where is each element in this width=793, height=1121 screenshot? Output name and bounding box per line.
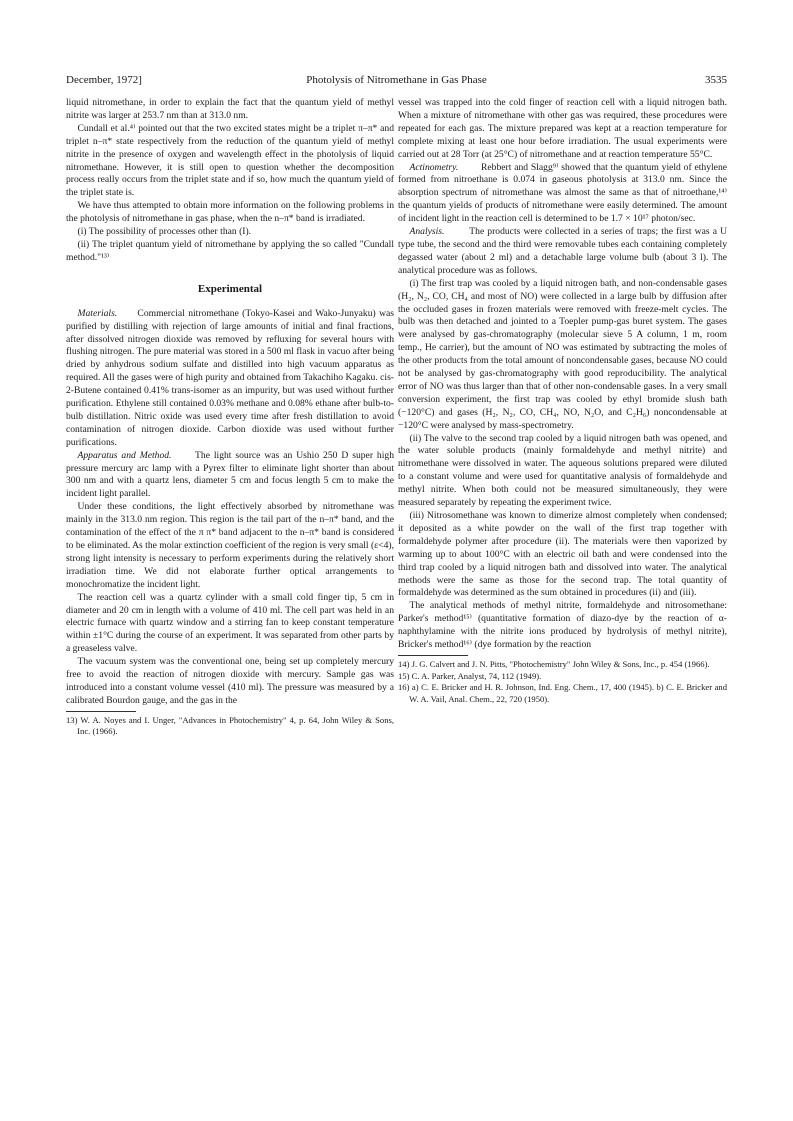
left-column xyxy=(66,97,394,738)
footnote-divider xyxy=(398,655,468,656)
subsection-heading: Apparatus and Method. xyxy=(77,449,172,461)
list-item: (iii) Nitrosomethane was known to dimerize almost completely when condensed; it deposited as a white powder on the wall of the first trap together with formaldehyde polymer after procedure (ii). The materials were then vaporized by warming up to about 100°C with an electric oil bath and were condensed into the third trap cooled by a liquid nitrogen bath and dissolved into water. The analytical methods were the same as those for the second trap. The total quantity of formaldehyde was determined as the sum obtained in procedures (ii) and (iii). xyxy=(398,510,727,599)
footnote: 15) C. A. Parker, Analyst, 74, 112 (1949). xyxy=(398,670,542,681)
list-item: (i) The first trap was cooled by a liquid nitrogen bath, and non-condensable gases (H₂, N₂, CO, CH₄ and most of NO) were collected in a large bulb by diffusion after the occluded gases in frozen materials were removed with freeze-melt cycles. The bulb was then detached and jointed to a Toepler pump-gas buret system. The gases were analysed by gas-chromatography (molecular sieve 5 A column, 1 m, room temp., He carrier), but the amount of NO was estimated by subtracting the moles of the other products from the total amount of noncondensable gases, because NO could not be analysed by gas-chromatography with good reproducibility. The analytical error of NO was thus larger than that of other non-condensable gases. In a very small conversion experiment, the first trap was cooled by ethyl bromide slush bath (−120°C) and gases (H₂, N₂, CO, CH₄, NO, N₂O, and C₂H₆) noncondensable at −120°C were analysed by mass-spectrometry. xyxy=(398,277,727,431)
footnote-divider xyxy=(66,711,136,712)
footnote: 14) J. G. Calvert and J. N. Pitts, "Photochemistry" John Wiley & Sons, Inc., p. 454 (1966). xyxy=(398,658,710,669)
right-column xyxy=(398,97,727,705)
footnote: 16) a) C. E. Bricker and H. R. Johnson, Ind. Eng. Chem., 17, 400 (1945). b) C. E. Bricker and W. A. Vail, Anal. Chem., 22, 720 (1950). xyxy=(398,682,727,704)
paragraph xyxy=(66,308,394,450)
footnote: 13) W. A. Noyes and I. Unger, "Advances in Photochemistry" 4, p. 64, John Wiley & Sons, Inc. (1966). xyxy=(66,714,394,737)
list-item: (i) The possibility of processes other than (I). xyxy=(77,226,252,238)
list-item: (ii) The valve to the second trap cooled by a liquid nitrogen bath was opened, and the water soluble products (mainly formaldehyde and methyl nitrite) and nitromethane were dissolved in water. The aqueous solutions prepared were diluted to a constant volume and were used for quantitative analysis of formaldehyde and methyl nitrite. When both could not be measured simultaneously, they were measured separately by repeating the experiment twice. xyxy=(398,432,727,509)
header-title: Photolysis of Nitromethane in Gas Phase xyxy=(306,74,487,86)
subsection-heading: Materials. xyxy=(77,307,118,319)
paragraph: The reaction cell was a quartz cylinder with a small cold finger tip, 5 cm in diameter and 20 cm in length with a volume of 410 ml. The cell part was held in an electric furnace with quartz window and a stirring fan to keep constant temperature within ±1°C during the course of an experiment. It was separated from other parts by a greaseless valve. xyxy=(66,591,394,655)
paragraph-text: Commercial nitromethane (Tokyo-Kasei and Wako-Junyaku) was purified by distilling with rejection of large amounts of initial and final fractions, after dissolved nitrogen dioxide was removed by refluxing for several hours with flushing nitrogen. The pure material was stored in a 500 ml flask in vacuo after being dried by anhydrous sodium sulfate and distilled into high vacuum apparatus as required. All the gases were of high purity and obtained from Takachiho Kagaku. cis-2-Butene contained 0.41% trans-isomer as an impurity, but was used without further purification. Ethylene still contained 0.03% methane and 0.08% ethane after bulb-to-bulb distillation. Nitric oxide was used every time after fresh distillation to avoid contamination of nitrogen dioxide. Carbon dioxide was used without further purifications. xyxy=(66,307,394,448)
section-heading: Experimental xyxy=(197,282,263,295)
paragraph-text: Rebbert and Slagg⁹⁾ showed that the quantum yield of ethylene formed from nitroethane is 0.074 in gaseous photolysis at 313.0 nm. Since the absorption spectrum of nitromethane was almost the same as that of nitroethane,¹⁴⁾ the quantum yields of products of nitromethane were easily determined. The amount of incident light in the reaction cell is determined to be 1.7 × 10¹⁷ photon/sec. xyxy=(398,161,727,225)
page-number: 3535 xyxy=(705,74,727,86)
page-header xyxy=(66,72,727,88)
paragraph: Cundall et al.⁴⁾ pointed out that the two excited states might be a triplet π–π* and triplet n–π* state respectively from the reduction of the quantum yield of methyl nitrite in the presence of oxygen and wavelength effect in the photolysis of liquid nitromethane. However, it is still open to question whether the decomposition process really occurs from the triplet state and if so, how much the quantum yield of the triplet state is. xyxy=(66,122,394,199)
paragraph: Under these conditions, the light effectively absorbed by nitromethane was mainly in the 313.0 nm region. This region is the tail part of the n–π* band, and the contamination of the effect of the π π* band adjacent to the n–π* band is considered to be eliminated. As the molar extinction coefficient of the region is very small (ε<4), strong light intensity is necessary to perform experiments during the relatively short irradiation time. We did not elaborate further optical arrangements to monochromatize the incident light. xyxy=(66,501,394,590)
subsection-heading: Actinometry. xyxy=(409,161,459,173)
paragraph-text: The products were collected in a series of traps; the first was a U type tube, the second and the third were removable tubes each containing completely degassed water (about 2 ml) and a detachable large volume bulb (about 3 l). The analytical procedure was as follows. xyxy=(398,226,727,276)
paragraph xyxy=(398,226,727,278)
paragraph: vessel was trapped into the cold finger of reaction cell with a liquid nitrogen bath. When a mixture of nitromethane with other gas was required, these procedures were repeated for each gas. The mixture prepared was kept at a reaction temperature for complete mixing at least one hour before irradiation. The usual experiments were carried out at 28 Torr (at 25°C) of nitromethane and at reaction temperature 55°C. xyxy=(398,97,727,160)
paragraph xyxy=(398,162,727,227)
paragraph: We have thus attempted to obtain more information on the following problems in the photolysis of nitromethane in gas phase, when the n–π* band is irradiated. xyxy=(66,200,394,225)
paragraph: liquid nitromethane, in order to explain the fact that the quantum yield of methyl nitrite was larger at 253.7 nm than at 313.0 nm. xyxy=(66,97,394,121)
paragraph: The analytical methods of methyl nitrite, formaldehyde and nitrosomethane: Parker's method¹⁵⁾ (quantitative formation of diazo-dye by the reaction of α-naphthylamine with the nitrite ions produced by hydrolysis of methyl nitrite), Bricker's method¹⁶⁾ (dye formation by the reaction xyxy=(398,600,727,651)
paragraph-text: The light source was an Ushio 250 D super high pressure mercury arc lamp with a Pyrex filter to eliminate light shorter than about 300 nm and with a quartz lens, diameter 5 cm and focus length 5 cm to make the incident light parallel. xyxy=(66,449,394,500)
header-date: December, 1972] xyxy=(66,74,142,86)
subsection-heading: Analysis. xyxy=(409,226,445,238)
list-item: (ii) The triplet quantum yield of nitromethane by applying the so called "Cundall method."¹³⁾ xyxy=(66,238,394,263)
paragraph xyxy=(66,450,394,502)
paragraph: The vacuum system was the conventional one, being set up completely mercury free to avoid the reaction of nitrogen dioxide with mercury. Sample gas was introduced into a constant volume vessel (410 ml). The pressure was measured by a calibrated Bourdon gauge, and the gas in the xyxy=(66,656,394,706)
